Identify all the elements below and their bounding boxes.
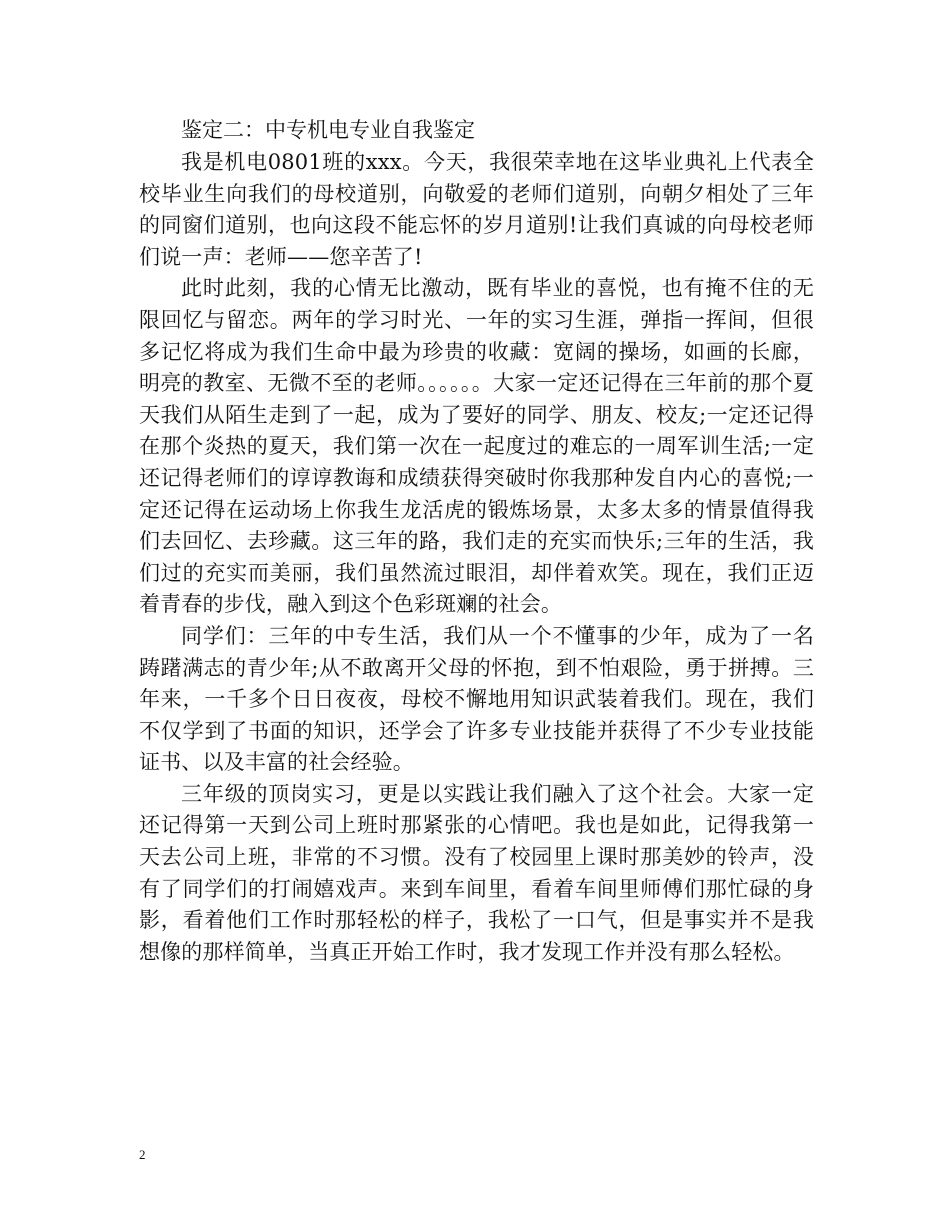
section-heading: 鉴定二：中专机电专业自我鉴定 — [181, 118, 475, 142]
paragraph-1: 我是机电0801班的xxx。今天，我很荣幸地在这毕业典礼上代表全校毕业生向我们的母校道别，向敬爱的老师们道别，向朝夕相处了三年的同窗们道别，也向这段不能忘怀的岁月道别!让我们真诚的向母校老师们说一声：老师——您辛苦了! — [139, 150, 814, 269]
document-body — [139, 115, 814, 968]
paragraph-3: 同学们：三年的中专生活，我们从一个不懂事的少年，成为了一名踌躇满志的青少年;从不敢离开父母的怀抱，到不怕艰险，勇于拼搏。三年来，一千多个日日夜夜，母校不懈地用知识武装着我们。现在，我们不仅学到了书面的知识，还学会了许多专业技能并获得了不少专业技能证书、以及丰富的社会经验。 — [139, 623, 814, 775]
paragraph-2: 此时此刻，我的心情无比激动，既有毕业的喜悦，也有掩不住的无限回忆与留恋。两年的学习时光、一年的实习生涯，弹指一挥间，但很多记忆将成为我们生命中最为珍贵的收藏：宽阔的操场，如画的长廊，明亮的教室、无微不至的老师。。。。。。大家一定还记得在三年前的那个夏天我们从陌生走到了一起，成为了要好的同学、朋友、校友;一定还记得在那个炎热的夏天，我们第一次在一起度过的难忘的一周军训生活;一定还记得老师们的谆谆教诲和成绩获得突破时你我那种发自内心的喜悦;一定还记得在运动场上你我生龙活虎的锻炼场景，太多太多的情景值得我们去回忆、去珍藏。这三年的路，我们走的充实而快乐;三年的生活，我们过的充实而美丽，我们虽然流过眼泪，却伴着欢笑。现在，我们正迈着青春的步伐，融入到这个色彩斑斓的社会。 — [139, 276, 814, 617]
page-number: 2 — [139, 1147, 146, 1162]
paragraph-4: 三年级的顶岗实习，更是以实践让我们融入了这个社会。大家一定还记得第一天到公司上班时那紧张的心情吧。我也是如此，记得我第一天去公司上班，非常的不习惯。没有了校园里上课时那美妙的铃声，没有了同学们的打闹嬉戏声。来到车间里，看着车间里师傅们那忙碌的身影，看着他们工作时那轻松的样子，我松了一口气，但是事实并不是我想像的那样简单，当真正开始工作时，我才发现工作并没有那么轻松。 — [139, 781, 814, 964]
